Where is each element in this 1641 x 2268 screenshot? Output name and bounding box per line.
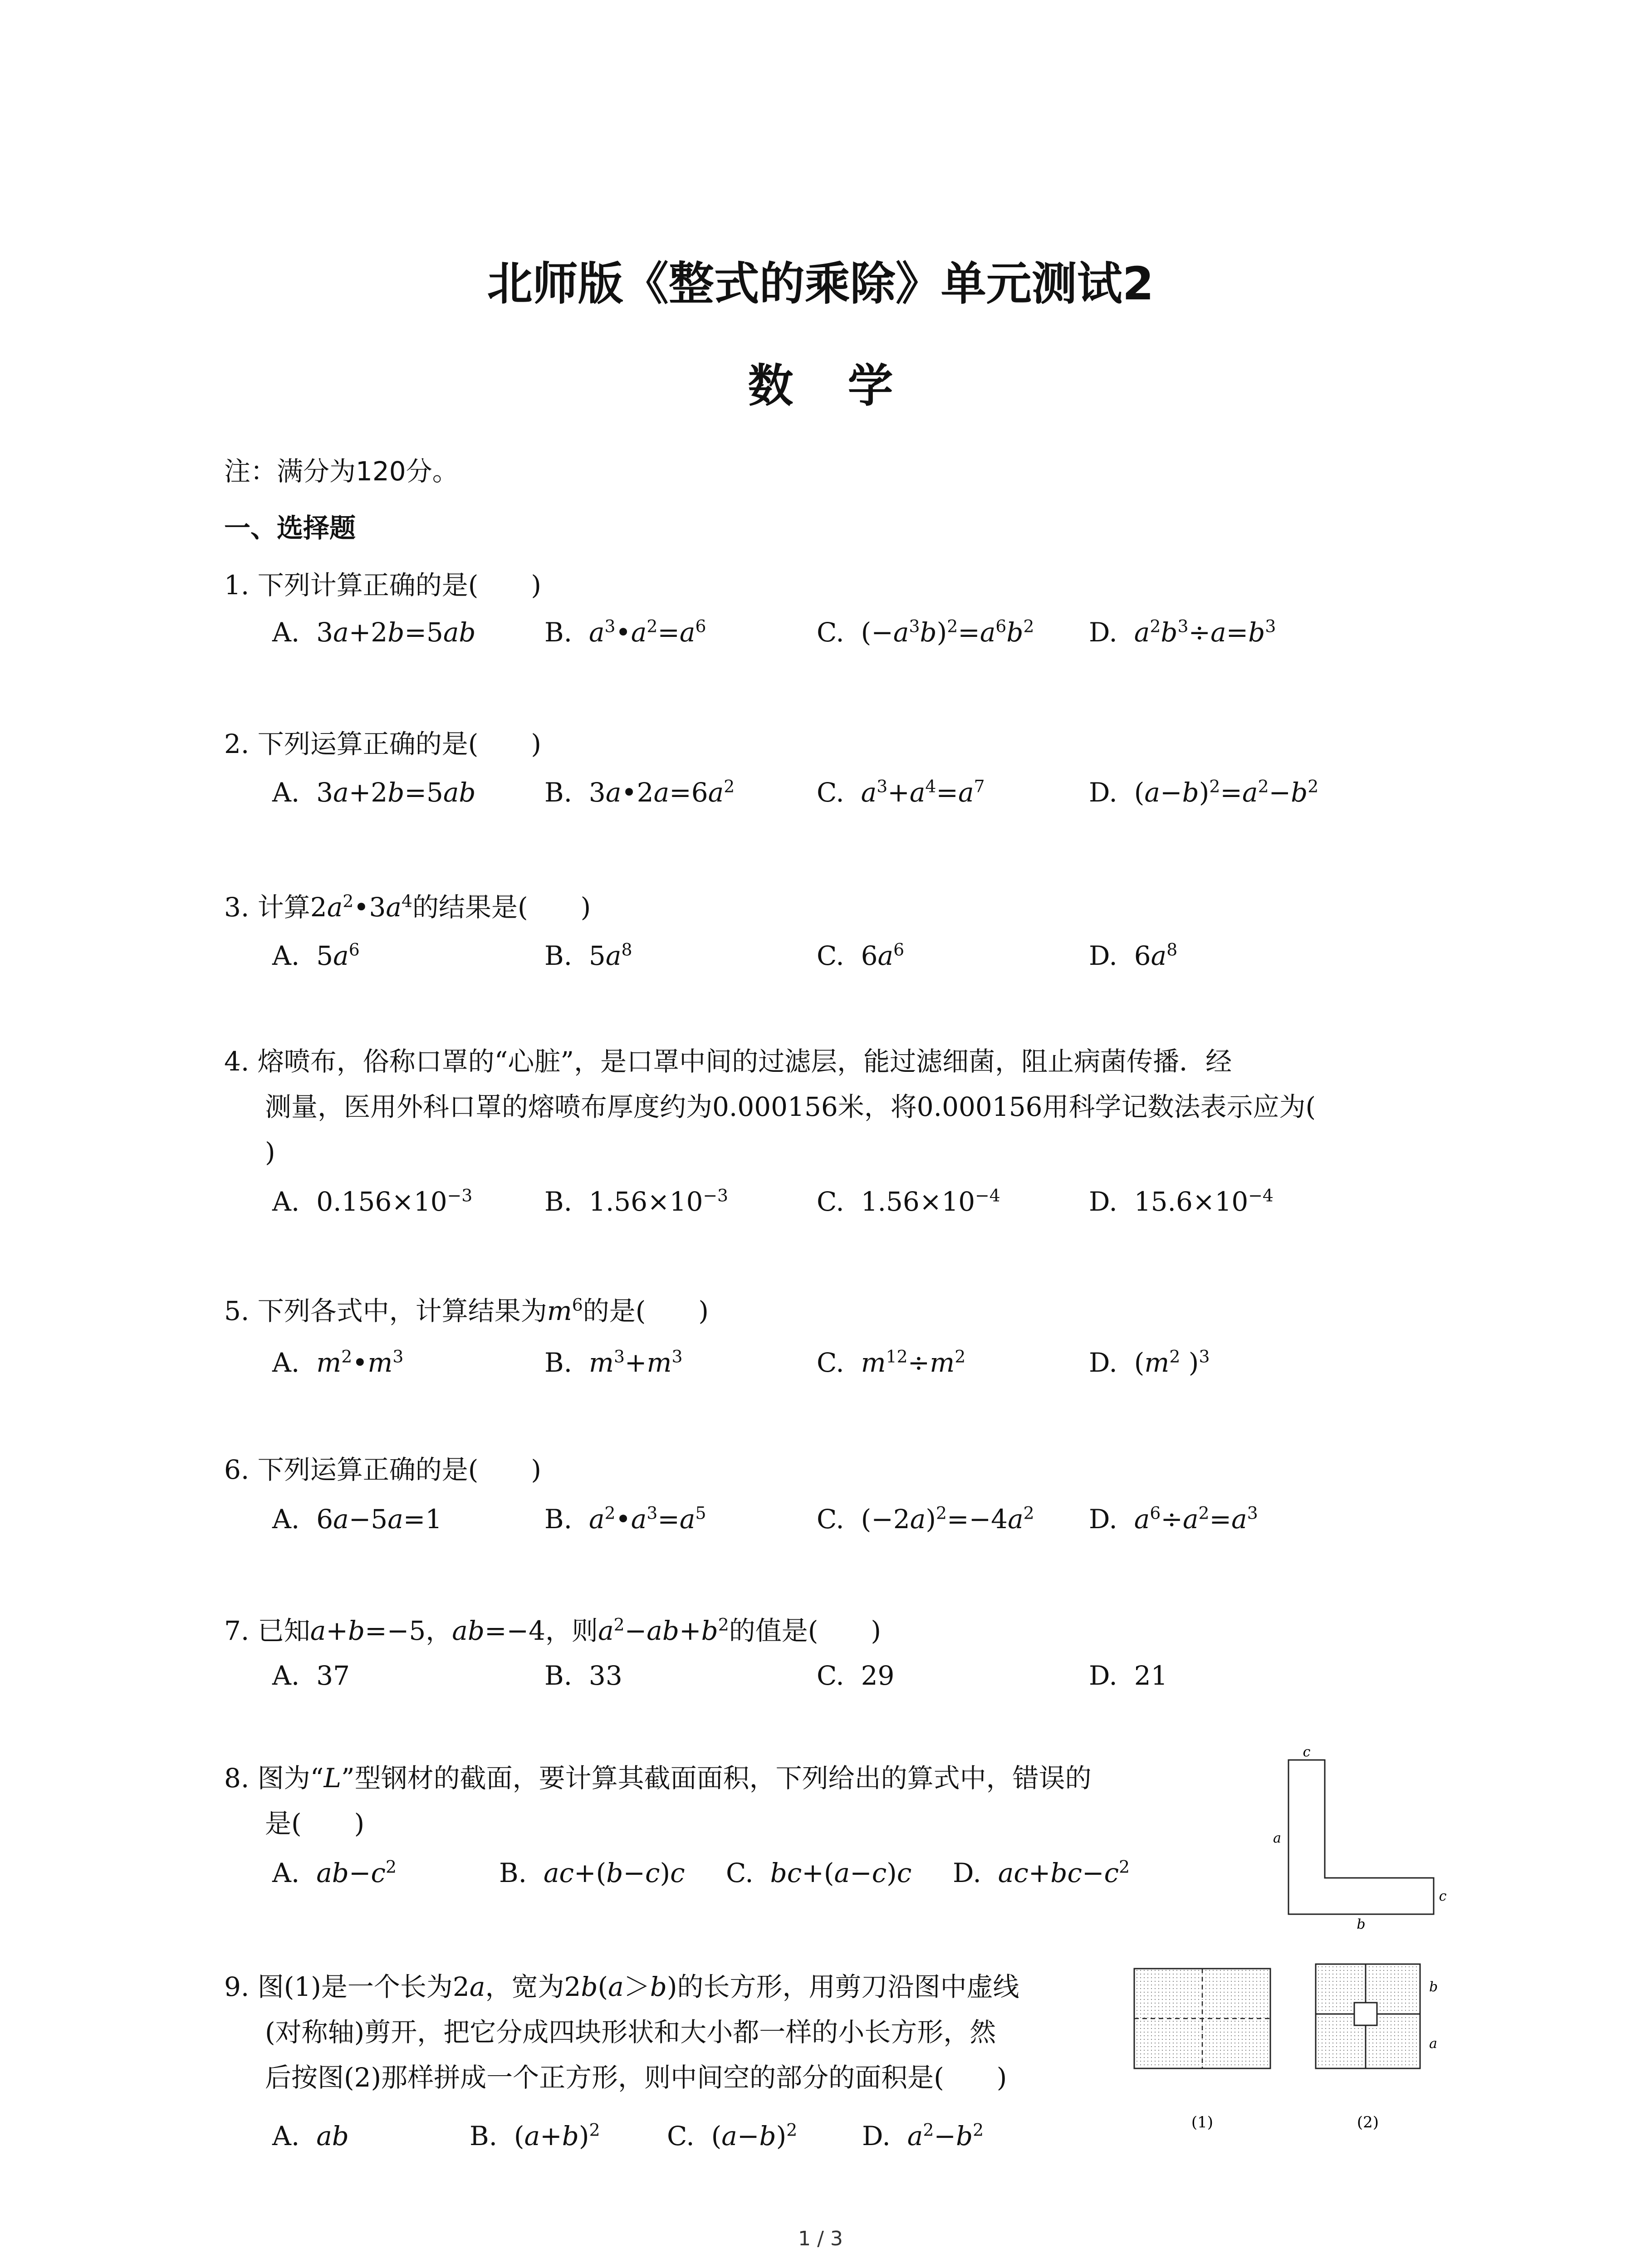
l-shape-outline <box>1288 1760 1434 1914</box>
q5-option-d[interactable]: D. ($m^2$ )$^3$ <box>1089 1346 1210 1378</box>
q1-option-d[interactable]: D. $a^2b^3\div a=b^3$ <box>1089 616 1276 648</box>
question-6-stem: 6. 下列运算正确的是( ) <box>224 1454 542 1485</box>
q4-option-c[interactable]: C. $1.56\times 10^{-4}$ <box>817 1185 1000 1217</box>
figure-2-label-a: a <box>1429 2036 1437 2052</box>
question-9 <box>224 1964 1132 2100</box>
q3-option-a[interactable]: A. $5a^6$ <box>272 939 360 971</box>
document-title: 北师版《整式的乘除》单元测试2 <box>487 257 1154 310</box>
q3-option-b[interactable]: B. $5a^8$ <box>544 939 632 971</box>
question-8-stem-line-2: 是( ) <box>265 1808 365 1839</box>
figure-2-square <box>1316 1964 1420 2068</box>
q8-option-d[interactable]: D. $ac+bc-c^2$ <box>953 1857 1130 1888</box>
q1-option-b[interactable]: B. $a^3•a^2=a^6$ <box>544 616 706 648</box>
q2-option-a[interactable]: A. 3a+2b=5ab <box>272 777 476 808</box>
question-3 <box>224 885 591 930</box>
q5-option-a[interactable]: A. $m^2•m^3$ <box>272 1346 404 1378</box>
question-9-stem-line-1: 9. 图(1)是一个长为2a，宽为2b(a＞b)的长方形，用剪刀沿图中虚线 <box>224 1971 1019 2002</box>
question-4-stem-line-1: 4. 熔喷布，俗称口罩的“心脏”，是口罩中间的过滤层，能过滤细菌，阻止病菌传播．经 <box>224 1046 1232 1077</box>
question-7-stem: 7. 已知a+b=−5，ab=−4，则$a^2-ab+b^2$的值是( ) <box>224 1614 881 1646</box>
q2-option-b[interactable]: B. $3a•2a=6a^2$ <box>544 776 735 808</box>
q8-option-a[interactable]: A. $ab-c^2$ <box>272 1857 397 1888</box>
question-7 <box>224 1608 881 1653</box>
l-label-left: a <box>1273 1830 1281 1846</box>
figure-2-caption: (2) <box>1357 2113 1379 2131</box>
l-label-bottom: b <box>1357 1916 1366 1932</box>
q6-option-d[interactable]: D. $a^6\div a^2=a^3$ <box>1089 1503 1258 1535</box>
q9-option-d[interactable]: D. $a^2-b^2$ <box>862 2120 984 2151</box>
question-9-stem-line-2: (对称轴)剪开，把它分成四块形状和大小都一样的小长方形，然 <box>265 2017 996 2048</box>
question-1-stem: 1. 下列计算正确的是( ) <box>224 570 542 601</box>
q9-option-b[interactable]: B. $(a+b)^2$ <box>470 2120 600 2151</box>
figure-2-label-b: b <box>1429 1979 1438 1995</box>
l-shape-figure <box>1261 1742 1452 1932</box>
q9-option-c[interactable]: C. $(a-b)^2$ <box>667 2120 798 2151</box>
q8-option-b[interactable]: B. ac+(b−c)c <box>499 1857 685 1888</box>
q3-option-c[interactable]: C. $6a^6$ <box>817 939 905 971</box>
q3-option-d[interactable]: D. $6a^8$ <box>1089 939 1178 971</box>
q8-option-c[interactable]: C. bc+(a−c)c <box>726 1857 912 1888</box>
q7-option-a[interactable]: A. 37 <box>272 1660 350 1691</box>
question-8 <box>224 1755 1268 1846</box>
q9-option-a[interactable]: A. ab <box>272 2121 349 2151</box>
l-label-top: c <box>1303 1744 1311 1760</box>
q5-option-c[interactable]: C. $m^{12}\div m^2$ <box>817 1346 966 1378</box>
q7-option-d[interactable]: D. 21 <box>1089 1660 1168 1691</box>
question-4 <box>224 1039 1449 1175</box>
question-8-stem-line-1: 8. 图为“L”型钢材的截面，要计算其截面面积，下列给出的算式中，错误的 <box>224 1763 1092 1794</box>
q4-option-a[interactable]: A. $0.156\times 10^{-3}$ <box>272 1185 473 1217</box>
question-1 <box>224 562 541 608</box>
question-2 <box>224 721 541 767</box>
q4-option-d[interactable]: D. $15.6\times 10^{-4}$ <box>1089 1185 1274 1217</box>
question-4-stem-line-2: 测量，医用外科口罩的熔喷布厚度约为0.000156米，将0.000156用科学记数法表示应为( <box>265 1091 1316 1122</box>
subject-title: 数学 <box>748 359 948 412</box>
q6-option-a[interactable]: A. 6a−5a=1 <box>272 1504 442 1535</box>
page-number: 1 / 3 <box>798 2227 843 2250</box>
q5-option-b[interactable]: B. $m^3+m^3$ <box>544 1346 683 1378</box>
figure-1-rectangle <box>1134 1969 1270 2068</box>
rectangle-figures <box>1125 1955 1461 2146</box>
figure-1-caption: (1) <box>1191 2113 1214 2131</box>
question-5-stem: 5. 下列各式中，计算结果为$m^6$的是( ) <box>224 1295 709 1326</box>
question-5 <box>224 1288 709 1334</box>
question-9-stem-line-3: 后按图(2)那样拼成一个正方形，则中间空的部分的面积是( ) <box>265 2062 1007 2093</box>
score-note: 注：满分为120分。 <box>224 456 459 487</box>
q4-option-b[interactable]: B. $1.56\times 10^{-3}$ <box>544 1185 729 1217</box>
q2-option-d[interactable]: D. $(a-b)^2=a^2-b^2$ <box>1089 776 1319 808</box>
q6-option-c[interactable]: C. $(-2a)^2=-4a^2$ <box>817 1503 1034 1535</box>
q7-option-c[interactable]: C. 29 <box>817 1660 895 1691</box>
q6-option-b[interactable]: B. $a^2•a^3=a^5$ <box>544 1503 706 1535</box>
q7-option-b[interactable]: B. 33 <box>544 1660 622 1691</box>
section-heading: 一、选择题 <box>224 513 356 543</box>
question-4-stem-line-3: ) <box>265 1137 275 1168</box>
q1-option-a[interactable]: A. 3a+2b=5ab <box>272 617 476 648</box>
question-2-stem: 2. 下列运算正确的是( ) <box>224 728 542 759</box>
q2-option-c[interactable]: C. $a^3+a^4=a^7$ <box>817 776 985 808</box>
l-label-right: c <box>1439 1888 1447 1904</box>
question-3-stem: 3. 计算$2a^2•3a^4$的结果是( ) <box>224 891 591 923</box>
q1-option-c[interactable]: C. $(-a^3b)^2=a^6b^2$ <box>817 616 1034 648</box>
question-6 <box>224 1447 541 1492</box>
